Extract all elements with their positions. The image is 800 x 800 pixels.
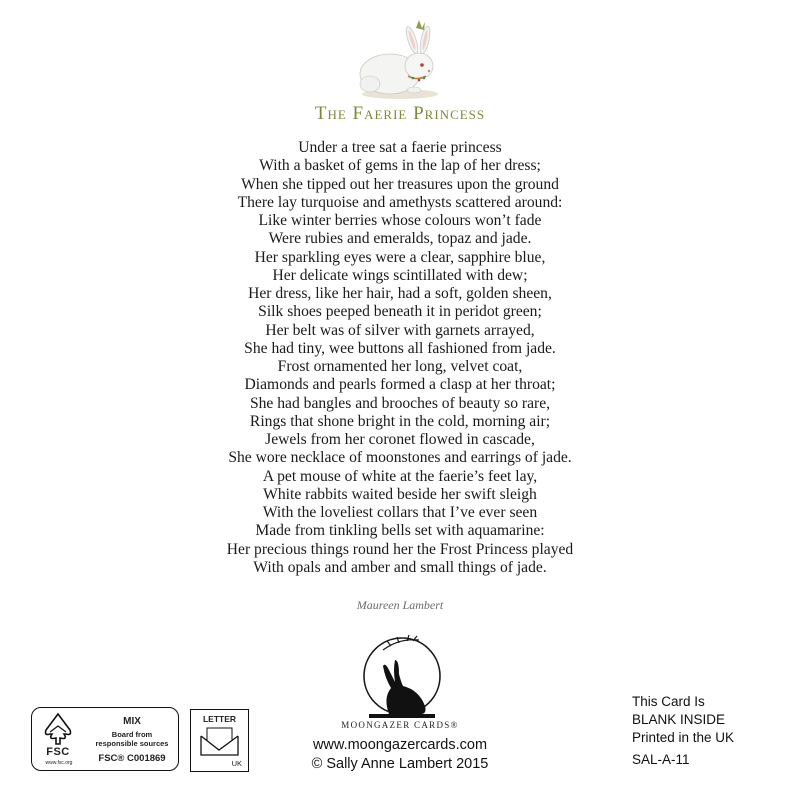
brand-name: MOONGAZER CARDS®: [341, 720, 459, 730]
fsc-tree-icon: [38, 712, 78, 748]
poem-line: She had tiny, wee buttons all fashioned from jade.: [244, 339, 556, 357]
poem-line: Her sparkling eyes were a clear, sapphire blue,: [254, 248, 546, 266]
poem-line: When she tipped out her treasures upon the ground: [241, 175, 559, 193]
poem-line: Jewels from her coronet flowed in cascade,: [265, 431, 535, 448]
poem-line: With a basket of gems in the lap of her dress;: [259, 157, 541, 175]
letter-postage-badge: [190, 709, 249, 772]
website-url[interactable]: www.moongazercards.com: [312, 737, 488, 753]
fsc-code: FSC® C001869: [98, 753, 166, 764]
moongazer-hare-logo: [355, 632, 445, 724]
poem-line: She wore necklace of moonstones and earrings of jade.: [228, 449, 572, 467]
fsc-board-text: [90, 730, 174, 748]
poem-line: Her precious things round her the Frost Princess played: [226, 540, 574, 558]
poem-line: White rabbits waited beside her swift sleigh: [263, 485, 537, 503]
product-code: SAL-A-11: [632, 752, 690, 767]
fsc-mix-label: MIX: [123, 716, 141, 727]
poem-line: Frost ornamented her long, velvet coat,: [277, 358, 523, 375]
poem-author: Maureen Lambert: [356, 598, 444, 612]
fsc-label: FSC: [46, 746, 70, 758]
info-line-1: This Card Is: [632, 694, 705, 709]
info-line-3: Printed in the UK: [632, 730, 735, 745]
poem-line: A pet mouse of white at the faerie’s feet lay,: [262, 467, 538, 485]
poem-line: Rings that shone bright in the cold, morning air;: [249, 412, 551, 430]
poem-title: The Faerie Princess: [314, 103, 486, 124]
fsc-website: www.fsc.org: [45, 760, 73, 766]
poem-line: With opals and amber and small things of jade.: [253, 558, 547, 576]
letter-label: LETTER: [202, 714, 237, 724]
poem-line: Made from tinkling bells set with aquamarine:: [255, 522, 545, 540]
card-info: [632, 693, 734, 747]
fsc-board-line2: responsible sources: [95, 739, 169, 748]
info-line-2: BLANK INSIDE: [632, 712, 726, 727]
poem-line: Diamonds and pearls formed a clasp at her throat;: [244, 376, 556, 394]
poem-line: There lay turquoise and amethysts scattered around:: [237, 193, 563, 211]
fsc-board-line1: Board from: [111, 730, 153, 739]
copyright-text: © Sally Anne Lambert 2015: [311, 756, 489, 772]
poem-line: Like winter berries whose colours won’t fade: [258, 212, 542, 229]
poem-line: She had bangles and brooches of beauty so rare,: [249, 394, 551, 412]
rabbit-illustration: [350, 18, 450, 103]
poem-line: Silk shoes peeped beneath it in peridot green;: [258, 303, 542, 321]
poem-body: [100, 139, 700, 577]
envelope-icon: [199, 726, 240, 756]
poem-line: Her belt was of silver with garnets arrayed,: [265, 321, 535, 339]
poem-line: Under a tree sat a faerie princess: [298, 139, 502, 156]
poem-line: With the loveliest collars that I’ve ever seen: [262, 504, 538, 521]
poem-line: Her delicate wings scintillated with dew;: [272, 266, 528, 284]
letter-uk-label: UK: [231, 759, 242, 768]
fsc-certification-box: [31, 707, 179, 771]
poem-line: Her dress, like her hair, had a soft, golden sheen,: [248, 285, 552, 302]
poem-line: Were rubies and emeralds, topaz and jade.: [268, 230, 532, 248]
